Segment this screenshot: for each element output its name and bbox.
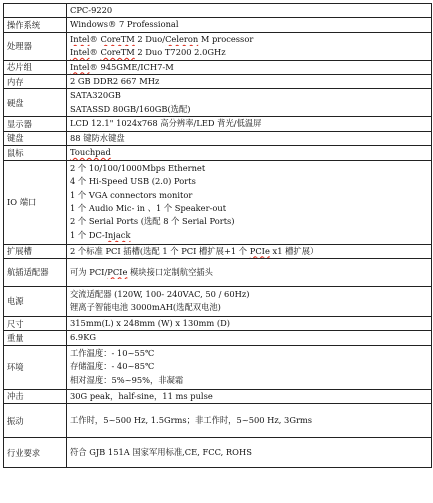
- spec-value-line: 可为 PCI/PCIe 模块接口定制航空插头: [70, 266, 213, 277]
- spec-label: 航插适配器: [4, 258, 67, 286]
- spec-label: 冲击: [4, 389, 67, 403]
- spec-value: [67, 331, 432, 345]
- spec-value: [67, 438, 432, 468]
- table-row: [4, 345, 432, 389]
- spec-value-line: 30G peak，half-sine，11 ms pulse: [70, 390, 213, 401]
- table-row: [4, 331, 432, 345]
- spec-table-body: [4, 4, 432, 468]
- spec-table: [3, 3, 432, 468]
- table-row: [4, 258, 432, 286]
- spec-value-line: LCD 12.1" 1024x768 高分辨率/LED 背光/低温屏: [70, 118, 262, 129]
- table-row: [4, 438, 432, 468]
- table-row: [4, 117, 432, 131]
- table-row: [4, 244, 432, 258]
- table-row: [4, 404, 432, 438]
- spec-label: 内存: [4, 74, 67, 88]
- spec-value: [67, 389, 432, 403]
- table-row: [4, 131, 432, 145]
- spec-label: 振动: [4, 404, 67, 438]
- table-row: [4, 89, 432, 117]
- spec-value-line: Touchpad: [70, 147, 111, 158]
- spec-value-line: 工作温度：- 10~55℃: [70, 348, 155, 359]
- spec-value-line: SATA320GB: [70, 90, 121, 101]
- spec-value: [67, 4, 432, 18]
- spec-value-line: Intel® CoreTM 2 Duo T7200 2.0GHz: [70, 47, 226, 58]
- spec-value: [67, 32, 432, 60]
- spec-value-line: 工作时，5~500 Hz, 1.5Grms；非工作时，5~500 Hz, 3Grms: [70, 414, 313, 425]
- spec-value: [67, 74, 432, 88]
- spec-value-line: 符合 GJB 151A 国家军用标准,CE, FCC, ROHS: [70, 446, 252, 457]
- spec-value: [67, 244, 432, 258]
- spec-label: 电源: [4, 286, 67, 316]
- table-row: [4, 74, 432, 88]
- spec-value-line: 2 个 10/100/1000Mbps Ethernet: [70, 162, 206, 173]
- spec-label: 行业要求: [4, 438, 67, 468]
- spec-value-line: 2 个 Serial Ports (选配 8 个 Serial Ports): [70, 216, 235, 227]
- spec-value-line: 存储温度：- 40~85℃: [70, 361, 155, 372]
- spec-label: 处理器: [4, 32, 67, 60]
- spec-value-line: CPC-9220: [70, 5, 113, 15]
- table-row: [4, 389, 432, 403]
- spec-value-line: Intel® 945GME/ICH7-M: [70, 61, 174, 72]
- spec-value: [67, 160, 432, 244]
- table-row: [4, 18, 432, 32]
- spec-value: [67, 286, 432, 316]
- spec-value-line: 1 个 Audio Mic- in 、1 个 Speaker-out: [70, 203, 227, 214]
- spec-value-line: 1 个 DC-Injack: [70, 229, 131, 240]
- spec-value: [67, 18, 432, 32]
- spec-value: [67, 89, 432, 117]
- table-row: [4, 146, 432, 160]
- spec-value: [67, 117, 432, 131]
- spec-value: [67, 316, 432, 330]
- spec-value-line: 315mm(L) x 248mm (W) x 130mm (D): [70, 317, 231, 328]
- spec-value: [67, 146, 432, 160]
- table-row: [4, 4, 432, 18]
- spec-value-line: Windows® 7 Professional: [70, 19, 179, 30]
- spec-value-line: 锂离子智能电池 3000mAH(选配双电池): [70, 302, 221, 313]
- spec-label: 显示器: [4, 117, 67, 131]
- table-row: [4, 316, 432, 330]
- table-row: [4, 32, 432, 60]
- spec-label: 键盘: [4, 131, 67, 145]
- spec-label: 硬盘: [4, 89, 67, 117]
- table-row: [4, 286, 432, 316]
- spec-value-line: 4 个 Hi-Speed USB (2.0) Ports: [70, 176, 196, 187]
- spec-value-line: 1 个 VGA connectors monitor: [70, 189, 193, 200]
- spec-value-line: Intel® CoreTM 2 Duo/Celeron M processor: [70, 33, 254, 44]
- spec-label: 芯片组: [4, 60, 67, 74]
- spec-value-line: 2 GB DDR2 667 MHz: [70, 75, 160, 86]
- spec-value-line: SATASSD 80GB/160GB(选配): [70, 103, 191, 114]
- spec-value: [67, 404, 432, 438]
- spec-value-line: 2 个标准 PCI 插槽(选配 1 个 PCI 槽扩展+1 个 PCIe x1 槽扩展）: [70, 245, 319, 256]
- spec-value-line: 6.9KG: [70, 332, 97, 343]
- spec-label: 操作系统: [4, 18, 67, 32]
- table-row: [4, 160, 432, 244]
- spec-value: [67, 60, 432, 74]
- spec-label: 尺寸: [4, 316, 67, 330]
- spec-value-line: 交流适配器 (120W, 100- 240VAC, 50 / 60Hz): [70, 289, 250, 300]
- spec-value-line: 88 键防水键盘: [70, 132, 125, 143]
- spec-label: 扩展槽: [4, 244, 67, 258]
- spec-label: IO 端口: [4, 160, 67, 244]
- spec-value: [67, 131, 432, 145]
- table-row: [4, 60, 432, 74]
- spec-label: 环境: [4, 345, 67, 389]
- spec-value: [67, 258, 432, 286]
- spec-label: 鼠标: [4, 146, 67, 160]
- spec-value-line: 相对湿度：5%~95%，非凝霜: [70, 374, 184, 385]
- spec-label: 重量: [4, 331, 67, 345]
- spec-label: [4, 4, 67, 18]
- spec-value: [67, 345, 432, 389]
